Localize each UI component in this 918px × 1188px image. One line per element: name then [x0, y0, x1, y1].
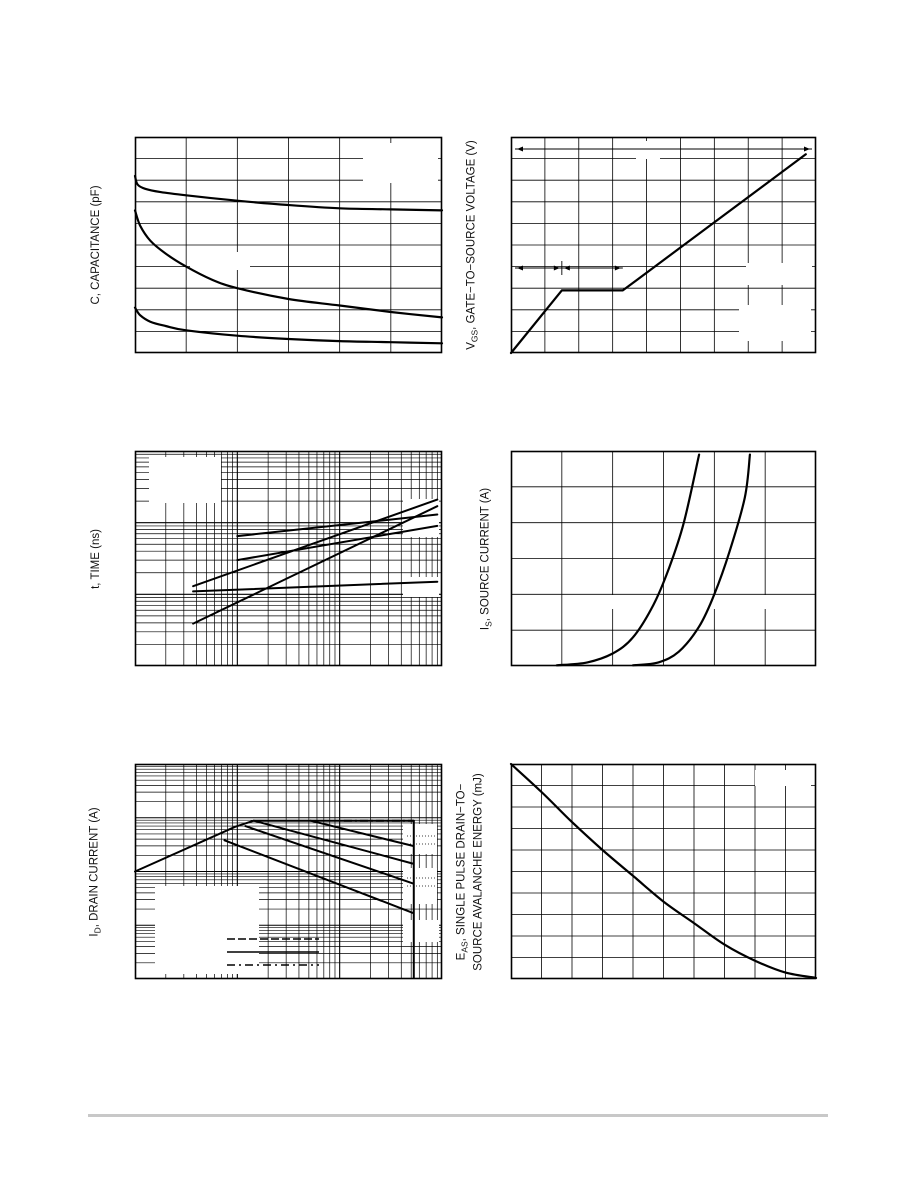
- gate-charge-y-label-main: V: [465, 342, 478, 350]
- gate-charge-chart: [511, 137, 816, 353]
- source-current-chart: [511, 451, 816, 666]
- avalanche-energy-chart: [511, 764, 816, 979]
- soa-y-axis-label: [87, 807, 104, 936]
- curve-label-box: [403, 824, 437, 854]
- label-box: [636, 141, 660, 159]
- plot-svg: [135, 764, 442, 979]
- plot-svg: [511, 137, 816, 353]
- soa-y-label-sub: D: [92, 927, 103, 934]
- curve-label-box: [190, 252, 250, 270]
- avalanche-y-label-line1: [454, 773, 471, 970]
- soa-pulse-series-4: [311, 821, 413, 846]
- gate-charge-y-axis-label: [464, 140, 481, 350]
- soa-y-label-main: I: [88, 933, 101, 937]
- source-current-series-1: [557, 455, 699, 666]
- footer-divider: [88, 1114, 828, 1117]
- soa-y-label-rest: , DRAIN CURRENT (A): [88, 807, 101, 928]
- gate-charge-y-label-sub: GS: [469, 329, 480, 343]
- legend-box: [746, 263, 812, 285]
- avalanche-y-label-line2: SOURCE AVALANCHE ENERGY (mJ): [472, 773, 485, 971]
- capacitance-y-axis-label: C, CAPACITANCE (pF): [90, 185, 102, 305]
- diode-y-label-sub: S: [483, 621, 494, 627]
- legend-box: [149, 457, 221, 503]
- switching-series-5: [193, 582, 437, 592]
- curve-label-box: [403, 920, 439, 942]
- plot-svg: [135, 137, 442, 353]
- arrow-head: [804, 147, 810, 152]
- plot-svg: [135, 451, 442, 666]
- curve-label-box: [593, 595, 643, 609]
- plot-svg: [511, 764, 816, 979]
- arrow-head: [517, 147, 523, 152]
- legend-box: [363, 143, 438, 183]
- switching-time-chart: [135, 451, 442, 666]
- avalanche-y-axis-label: [454, 773, 485, 970]
- diode-y-label-main: I: [479, 626, 492, 631]
- switching-series-3: [193, 506, 437, 623]
- switching-y-axis-label: t, TIME (ns): [90, 529, 102, 589]
- label-box: [755, 770, 811, 786]
- diode-y-label-rest: , SOURCE CURRENT (A): [479, 487, 492, 622]
- curve-label-box: [403, 577, 439, 597]
- legend-box: [739, 305, 811, 341]
- avalanche-y-label-main: E: [455, 952, 468, 961]
- soa-pulse-series-2: [245, 826, 413, 883]
- avalanche-y-label-rest: , SINGLE PULSE DRAIN−TO−: [455, 783, 468, 942]
- diode-y-axis-label: [478, 488, 495, 630]
- plot-svg: [511, 451, 816, 666]
- legend-box: [155, 886, 259, 974]
- label-box: [563, 459, 603, 479]
- switching-series-4: [193, 500, 437, 587]
- gate-charge-y-label-rest: , GATE−TO−SOURCE VOLTAGE (V): [465, 140, 478, 330]
- capacitance-chart: [135, 137, 442, 353]
- avalanche-y-label-sub: AS: [459, 941, 470, 953]
- curve-label-box: [711, 595, 777, 609]
- safe-operating-area-chart: [135, 764, 442, 979]
